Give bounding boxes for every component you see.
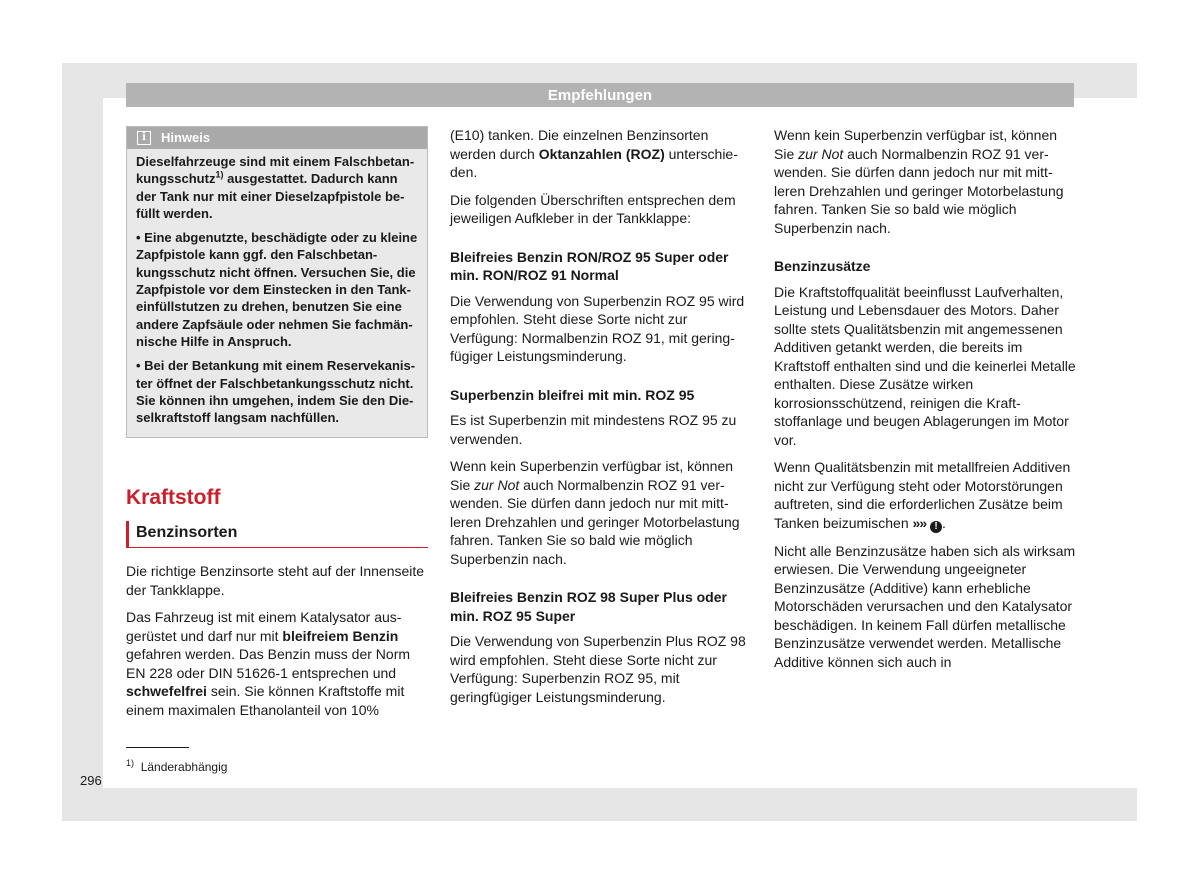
body-paragraph xyxy=(774,126,1076,237)
note-paragraph xyxy=(136,153,419,222)
page-number: 296 xyxy=(80,773,102,788)
text-run: Das Fahrzeug ist mit einem Katalysator ausgerüstet und darf nur mit xyxy=(126,609,402,644)
body-paragraph xyxy=(126,608,428,719)
column-right xyxy=(774,126,1076,680)
body-paragraph: Die Verwendung von Superbenzin ROZ 95 wird empfohlen. Steht diese Sorte nicht zur Verfügung: Normalbenzin ROZ 91, mit geringfügiger Leistungsminderung. xyxy=(450,292,745,364)
note-body xyxy=(127,149,427,437)
text-run: auch Normalbenzin ROZ 91 verwenden. Sie dürfen dann jedoch nur mit mittleren Drehzahlen und geringer Motorbelastung fahren. Tanken Sie so bald wie möglich Superbenzin nach. xyxy=(774,145,1064,236)
note-text: Dieselfahrzeuge sind mit einem Falschbetankungsschutz xyxy=(136,154,415,187)
body-paragraph xyxy=(450,457,752,568)
chapter-header: Empfehlungen xyxy=(126,83,1074,107)
body-paragraph: Die Verwendung von Superbenzin Plus ROZ 98 wird empfohlen. Steht diese Sorte nicht zur Verfügung: Superbenzin ROZ 95, mit geringfügiger Leistungsminderung. xyxy=(450,633,746,705)
body-paragraph: Die richtige Benzinsorte steht auf der Innenseite der Tankklappe. xyxy=(126,563,425,598)
footnote-divider xyxy=(126,747,189,748)
text-run: (E10) tanken. Die einzelnen Benzinsorten werden durch xyxy=(450,127,709,162)
subsection-title: Benzinsorten xyxy=(126,521,428,548)
info-icon: i xyxy=(137,131,151,145)
text-run: Wenn kein Superbenzin verfügbar ist, können Sie xyxy=(450,458,734,493)
body-paragraph: Es ist Superbenzin mit mindestens ROZ 95 zu verwenden. xyxy=(450,412,737,447)
note-bullet: • Eine abgenutzte, beschädigte oder zu kleine Zapfpistole kann ggf. den Falschbetankungsschutz nicht öffnen. Versuchen Sie, die Zapfpistole vor dem Einstecken in den Tankeinfüllstutzen zu drehen, benutzen Sie eine andere Zapfsäule oder nehmen Sie fachmännische Hilfe in Anspruch. xyxy=(136,230,418,349)
emphasis: bleifreiem Benzin xyxy=(282,627,399,644)
text-run: . xyxy=(942,514,946,531)
text-run: gefahren werden. Das Benzin muss der Norm EN 228 oder DIN 51626-1 entsprechen und xyxy=(126,646,411,681)
body-paragraph: Nicht alle Benzinzusätze haben sich als wirksam erwiesen. Die Verwendung ungeeigneter Benzinzusätze (Additive) kann erhebliche Motorschäden verursachen und den Katalysator beschädigen. In keinem Fall dürfen metallische Benzinzusätze verwendet werden. Metallische Additive können sich auch in xyxy=(774,542,1076,670)
body-paragraph xyxy=(774,458,1076,533)
text-run: unterschieden. xyxy=(450,145,738,180)
footnote xyxy=(126,760,227,774)
emphasis: Oktanzahlen (ROZ) xyxy=(538,145,665,162)
column-middle xyxy=(450,126,752,715)
body-paragraph xyxy=(450,126,752,182)
additives-heading: Benzinzusätze xyxy=(774,258,871,274)
note-label: Hinweis xyxy=(161,130,211,145)
footnote-text: Länderabhängig xyxy=(140,760,228,774)
note-bullet: • Bei der Betankung mit einem Reservekanister öffnet der Falschbetankungsschutz nicht. Sie können ihn umgehen, indem Sie den Dieselkraftstoff langsam nachfüllen. xyxy=(136,358,416,426)
continue-arrow-icon[interactable]: »» xyxy=(912,514,927,531)
fuel-heading: Bleifreies Benzin ROZ 98 Super Plus oder min. ROZ 95 Super xyxy=(450,589,727,624)
text-run: auch Normalbenzin ROZ 91 verwenden. Sie dürfen dann jedoch nur mit mittleren Drehzahlen und geringer Motorbelastung fahren. Tanken Sie so bald wie möglich Superbenzin nach. xyxy=(450,476,740,567)
column-left xyxy=(126,126,428,728)
emphasis: zur Not xyxy=(474,476,520,493)
note-box xyxy=(126,126,428,438)
warning-icon[interactable]: ! xyxy=(930,521,942,533)
text-run: Wenn kein Superbenzin verfügbar ist, können Sie xyxy=(774,127,1058,162)
fuel-heading: Bleifreies Benzin RON/ROZ 95 Super oder min. RON/ROZ 91 Normal xyxy=(450,248,729,283)
note-header xyxy=(127,127,427,149)
fuel-heading: Superbenzin bleifrei mit min. ROZ 95 xyxy=(450,386,695,403)
emphasis: zur Not xyxy=(798,145,844,162)
section-title: Kraftstoff xyxy=(126,486,221,510)
emphasis: schwefelfrei xyxy=(126,683,207,700)
footnote-ref[interactable]: 1) xyxy=(215,169,224,180)
text-run: Wenn Qualitätsbenzin mit metallfreien Additiven nicht zur Verfügung steht oder Motorstörungen auftreten, sind die erforderlichen Zusätze beim Tanken beizumischen xyxy=(774,459,1071,531)
text-run: sein. Sie können Kraftstoffe mit einem maximalen Ethanolanteil von 10% xyxy=(126,683,405,718)
body-paragraph: Die Kraftstoffqualität beeinflusst Laufverhalten, Leistung und Lebensdauer des Motors. Daher sollte stets Qualitätsbenzin mit angemessenen Additiven getankt werden, die bereits im Kraftstoff enthalten sind und die keinerlei Metalle enthalten. Diese Zusätze wirken korrosionsschützend, reinigen die Kraftstoffanlage und beugen Ablagerungen im Motor vor. xyxy=(774,283,1076,448)
body-paragraph: Die folgenden Überschriften entsprechen dem jeweiligen Aufkleber in der Tankklappe: xyxy=(450,191,736,226)
note-text: ausgestattet. Dadurch kann der Tank nur mit einer Dieselzapfpistole befüllt werden. xyxy=(136,171,405,221)
footnote-marker: 1) xyxy=(126,758,135,768)
